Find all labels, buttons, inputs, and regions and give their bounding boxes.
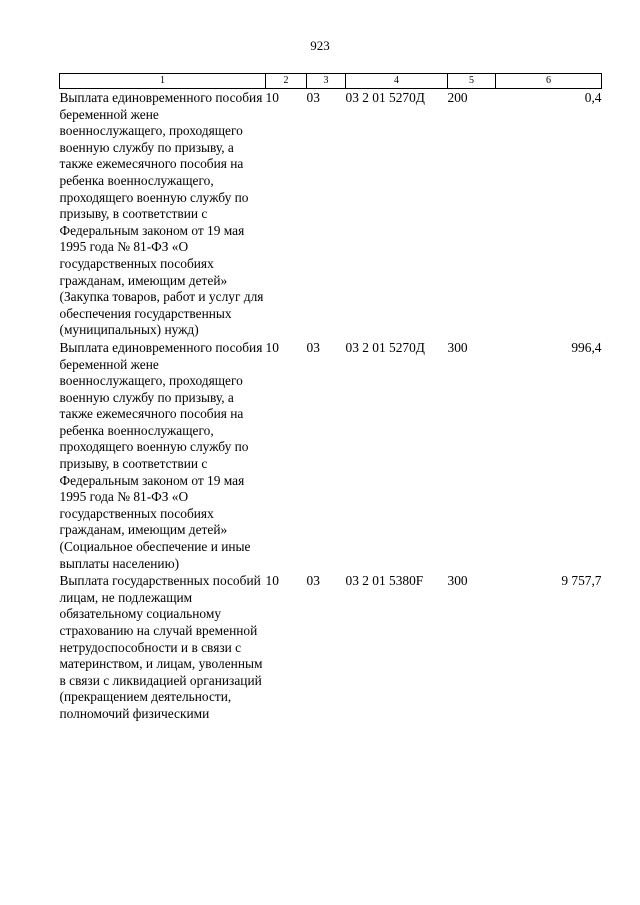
row-section: 10 — [265, 90, 279, 105]
row-amount: 9 757,7 — [561, 573, 602, 589]
row-subsection: 03 — [306, 339, 320, 355]
table-header-row — [60, 74, 602, 89]
row-expense-type: 300 — [447, 573, 468, 589]
column-header-5: 5 — [448, 74, 496, 89]
table-row — [60, 89, 602, 339]
column-header-4: 4 — [346, 74, 448, 89]
row-target-article: 03 2 01 5380F — [345, 573, 424, 589]
row-subsection: 03 — [306, 90, 320, 105]
page-number: 923 — [310, 38, 330, 53]
row-expense-type: 200 — [447, 90, 468, 105]
column-header-6: 6 — [496, 74, 602, 89]
row-section: 10 — [265, 339, 279, 355]
column-header-3: 3 — [307, 74, 346, 89]
column-header-1: 1 — [60, 74, 266, 89]
table-row — [60, 572, 602, 722]
column-header-2: 2 — [266, 74, 307, 89]
row-amount: 996,4 — [571, 339, 602, 355]
row-target-article: 03 2 01 5270Д — [345, 339, 425, 355]
row-amount: 0,4 — [584, 90, 602, 105]
row-target-article: 03 2 01 5270Д — [345, 90, 425, 105]
row-name: Выплата единовременного пособия беременной жене военнослужащего, проходящего военную службу по призыву, а также ежемесячного пособия на ребенка военнослужащего, проходящего военную службу по призыву, в соответствии с Федеральным законом от 19 мая 1995 года № 81-ФЗ «О государственных пособиях гражданам, имеющим детей» (Социальное обеспечение и иные выплаты населению) — [59, 339, 263, 571]
row-name: Выплата единовременного пособия беременной жене военнослужащего, проходящего военную службу по призыву, а также ежемесячного пособия на ребенка военнослужащего, проходящего военную службу по призыву, в соответствии с Федеральным законом от 19 мая 1995 года № 81-ФЗ «О государственных пособиях гражданам, имеющим детей» (Закупка товаров, работ и услуг для обеспечения государственных (муниципальных) нужд) — [59, 90, 264, 338]
table-row — [60, 339, 602, 572]
row-section: 10 — [265, 573, 279, 589]
row-name: Выплата государственных пособий лицам, не подлежащим обязательному социальному страхованию на случай временной нетрудоспособности и в связи с материнством, и лицам, уволенным в связи с ликвидацией организаций (прекращением деятельности, полномочий физическими — [59, 573, 263, 721]
budget-table — [59, 73, 602, 723]
row-subsection: 03 — [306, 573, 320, 589]
row-expense-type: 300 — [447, 339, 468, 355]
